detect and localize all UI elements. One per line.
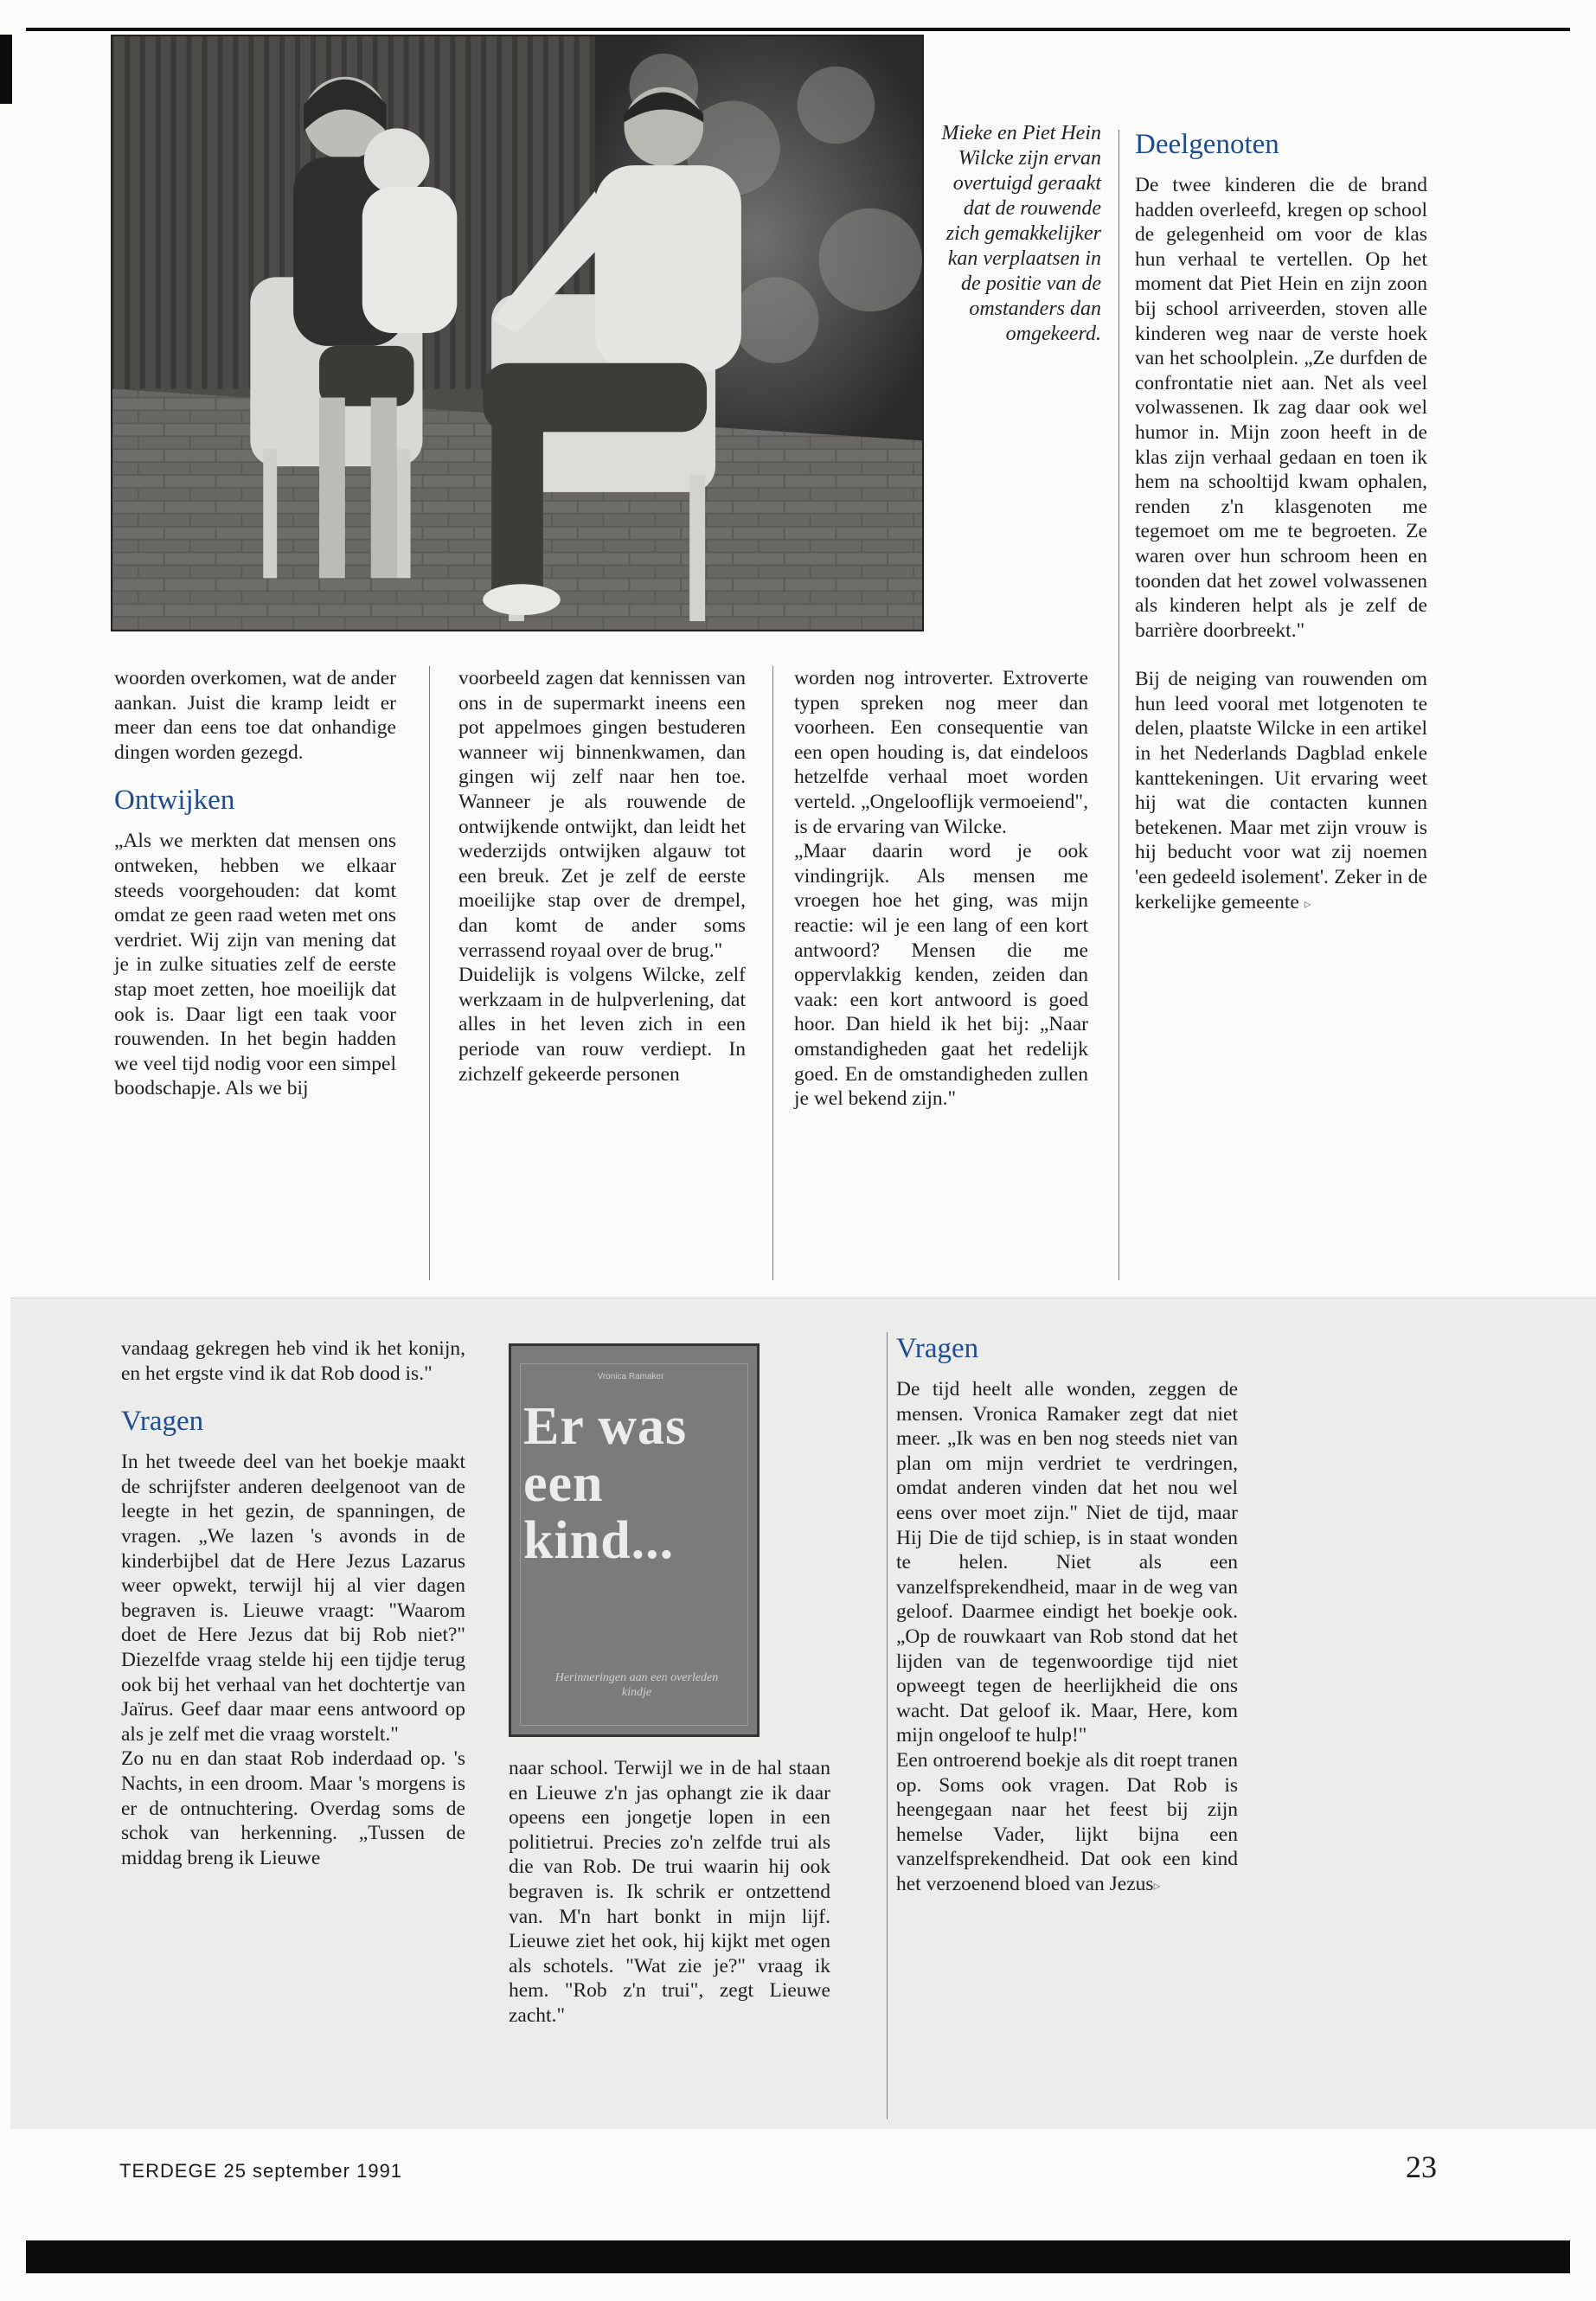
section-heading: Vragen [121,1406,204,1438]
page-number: 23 [1406,2150,1437,2184]
paragraph: woorden overkomen, wat de ander aankan. Juist die kramp leidt er meer dan eens toe dat onhandige dingen worden gezegd. [114,667,396,764]
column-rule [887,1332,888,2119]
column-3 [794,666,1088,1112]
box-column-2 [509,1756,830,2029]
book-subtitle: Herinneringen aan een overleden kindje [554,1671,719,1699]
paragraph: Zo nu en dan staat Rob inderdaad op. 's Nachts, in een droom. Maar 's morgens is er de ontnuchtering. Overdag soms de schok van herkenning. „Tussen de middag breng ik Lieuwe [121,1747,465,1869]
publication-footer: TERDEGE 25 september 1991 [119,2160,403,2182]
top-rule [26,28,1570,31]
paragraph-text: Bij de neiging van rouwenden om hun leed vooral met lotgenoten te delen, plaatste Wilcke in een artikel in het Nederlands Dagblad enkele kanttekeningen. Uit ervaring weet hij wat die contacten kunnen betekenen. Maar met zijn vrouw is hij beducht voor wat zij noemen 'een gedeeld isolement'. Zeker in de kerkelijke gemeente [1135,668,1427,913]
column-2 [458,666,746,1086]
section-heading: Ontwijken [114,785,235,817]
column-1 [114,666,396,1101]
bottom-rule [26,2240,1570,2273]
column-rule [1118,130,1119,1280]
box-column-3 [896,1332,1238,1899]
paragraph-text: Een ontroerend boekje als dit roept tranen op. Soms ook vragen. Dat Rob is heengegaan naar het feest bij zijn hemelse Vader, lijkt bijna een vanzelfsprekendheid. Dat ook een kind het verzoenend bloed van Jezus [896,1748,1238,1895]
section-heading: Deelgenoten [1135,129,1279,160]
paragraph: De tijd heelt alle wonden, zeggen de mensen. Vronica Ramaker zegt dat niet meer. „Ik was en ben nog steeds niet van plan om mijn verdriet te verdringen, omdat anderen vinden dat het nou wel eens over moet zijn." Niet de tijd, maar Hij Die de tijd schiep, is in staat wonden te helen. Niet als een vanzelfsprekendheid, maar in de weg van geloof. Daarmee eindigt het boekje ook. „Op de rouwkaart van Rob stond dat het lijden van de tegenwoordige tijd niet opweegt tegen de heerlijkheid die ons wacht. Dat geloof ik. Maar, Here, kom mijn ongeloof te hulp!" [896,1378,1238,1747]
paragraph: „Maar daarin word je ook vindingrijk. Als mensen me vroegen hoe het ging, was mijn reactie: wil je een lang of een kort antwoord? Mensen die me oppervlakkig kenden, zeiden dan vaak: een kort antwoord is goed hoor. Dan hield ik het bij: „Naar omstandigheden gaat het redelijk goed. En de omstandigheden zullen je wel bekend zijn." [794,840,1088,1111]
paragraph: vandaag gekregen heb vind ik het konijn, en het ergste vind ik dat Rob dood is." [121,1337,465,1385]
paragraph: Duidelijk is volgens Wilcke, zelf werkzaam in de hulpverlening, dat alles in het leven zich in een periode van rouw verdiept. In zichzelf gekeerde personen [458,964,746,1086]
paragraph [1135,667,1427,917]
box-column-1 [121,1336,465,1870]
book-cover [509,1343,760,1737]
section-heading: Vragen [896,1333,979,1364]
column-rule [429,666,430,1280]
article-photo [111,35,924,631]
continue-marker: ▹ [1304,896,1311,912]
photo-caption: Mieke en Piet Hein Wilcke zijn ervan overtuigd geraakt dat de rouwende zich gemakkelijker kan verplaatsen in de positie van de omstanders dan omgekeerd. [941,122,1101,345]
paragraph: voorbeeld zagen dat kennissen van ons in de supermarkt ineens een pot appelmoes gingen bestuderen wanneer wij binnenkwamen, dan gingen wij zelf naar hen toe. Wanneer je als rouwende de ontwijkende ontwijkt, dan leidt het wederzijds ontwijken algauw tot een breuk. Zet je zelf de eerste moeilijke stap over de drempel, dan komt de ander soms verrassend royaal over de brug." [458,667,746,962]
paragraph: In het tweede deel van het boekje maakt de schrijfster anderen deelgenoot van de leegte in het gezin, de spanningen, de vragen. „We lazen 's avonds in de kinderbijbel dat de Here Jezus Lazarus weer opwekt, terwijl hij al vier dagen begraven is. Lieuwe vraagt: "Waarom doet de Here Jezus dat bij Rob niet?" Diezelfde vraag stelde hij een tijdje terug ook bij het verhaal van het dochtertje van Jaïrus. Geef daar maar eens antwoord op als je zelf met die vraag worstelt." [121,1451,465,1746]
book-author: Vronica Ramaker [597,1372,664,1381]
paragraph: worden nog introverter. Extroverte typen spreken nog meer dan voorheen. Een consequentie van een open houding is, dat eindeloos hetzelfde verhaal moet worden verteld. „Ongelooflijk vermoeiend", is de ervaring van Wilcke. [794,667,1088,838]
continue-marker: ▹ [1153,1878,1161,1894]
paragraph: naar school. Terwijl we in de hal staan en Lieuwe z'n jas ophangt zie ik daar opeens een jongetje lopen in een politietrui. Precies zo'n zelfde trui als die van Rob. De trui waarin hij ook begraven is. Ik schrik er ontzettend van. M'n hart bonkt in mijn lijf. Lieuwe ziet het ook, hij kijkt met ogen als schotels. "Wat zie je?" vraag ik hem. "Rob z'n trui", zegt Lieuwe zacht." [509,1757,830,2027]
paragraph [896,1748,1238,1900]
paragraph: „Als we merkten dat mensen ons ontweken, hebben we elkaar steeds voorgehouden: dat komt omdat ze geen raad weten met ons verdriet. Wij zijn van mening dat je in zulke situaties zelf de eerste stap moet zetten, hoe moeilijk dat ook is. Daar ligt een taak voor rouwenden. In het begin hadden we veel tijd nodig voor een simpel boodschapje. Als we bij [114,830,396,1100]
column-4 [1135,128,1427,917]
column-rule [772,666,773,1280]
scan-edge [0,35,12,104]
paragraph: De twee kinderen die de brand hadden overleefd, kregen op school de gelegenheid om voor de klas hun verhaal te vertellen. Op het moment dat Piet Hein en zijn zoon bij school arriveerden, stoven alle kinderen weg naar de verste hoek van het schoolplein. „Ze durfden de confrontatie niet aan. Net als veel volwassenen. Ik zag daar ook wel humor in. Mijn zoon heeft in de klas zijn verhaal gedaan en toen ik hem na schooltijd kwam ophalen, renden z'n klasgenoten me tegemoet om me te begroeten. Ze waren over hun schroom heen en toonden dat het zowel volwassenen als kinderen helpt als je zelf de barrière doorbreekt." [1135,174,1427,642]
book-title: Er was een kind... [523,1397,688,1570]
